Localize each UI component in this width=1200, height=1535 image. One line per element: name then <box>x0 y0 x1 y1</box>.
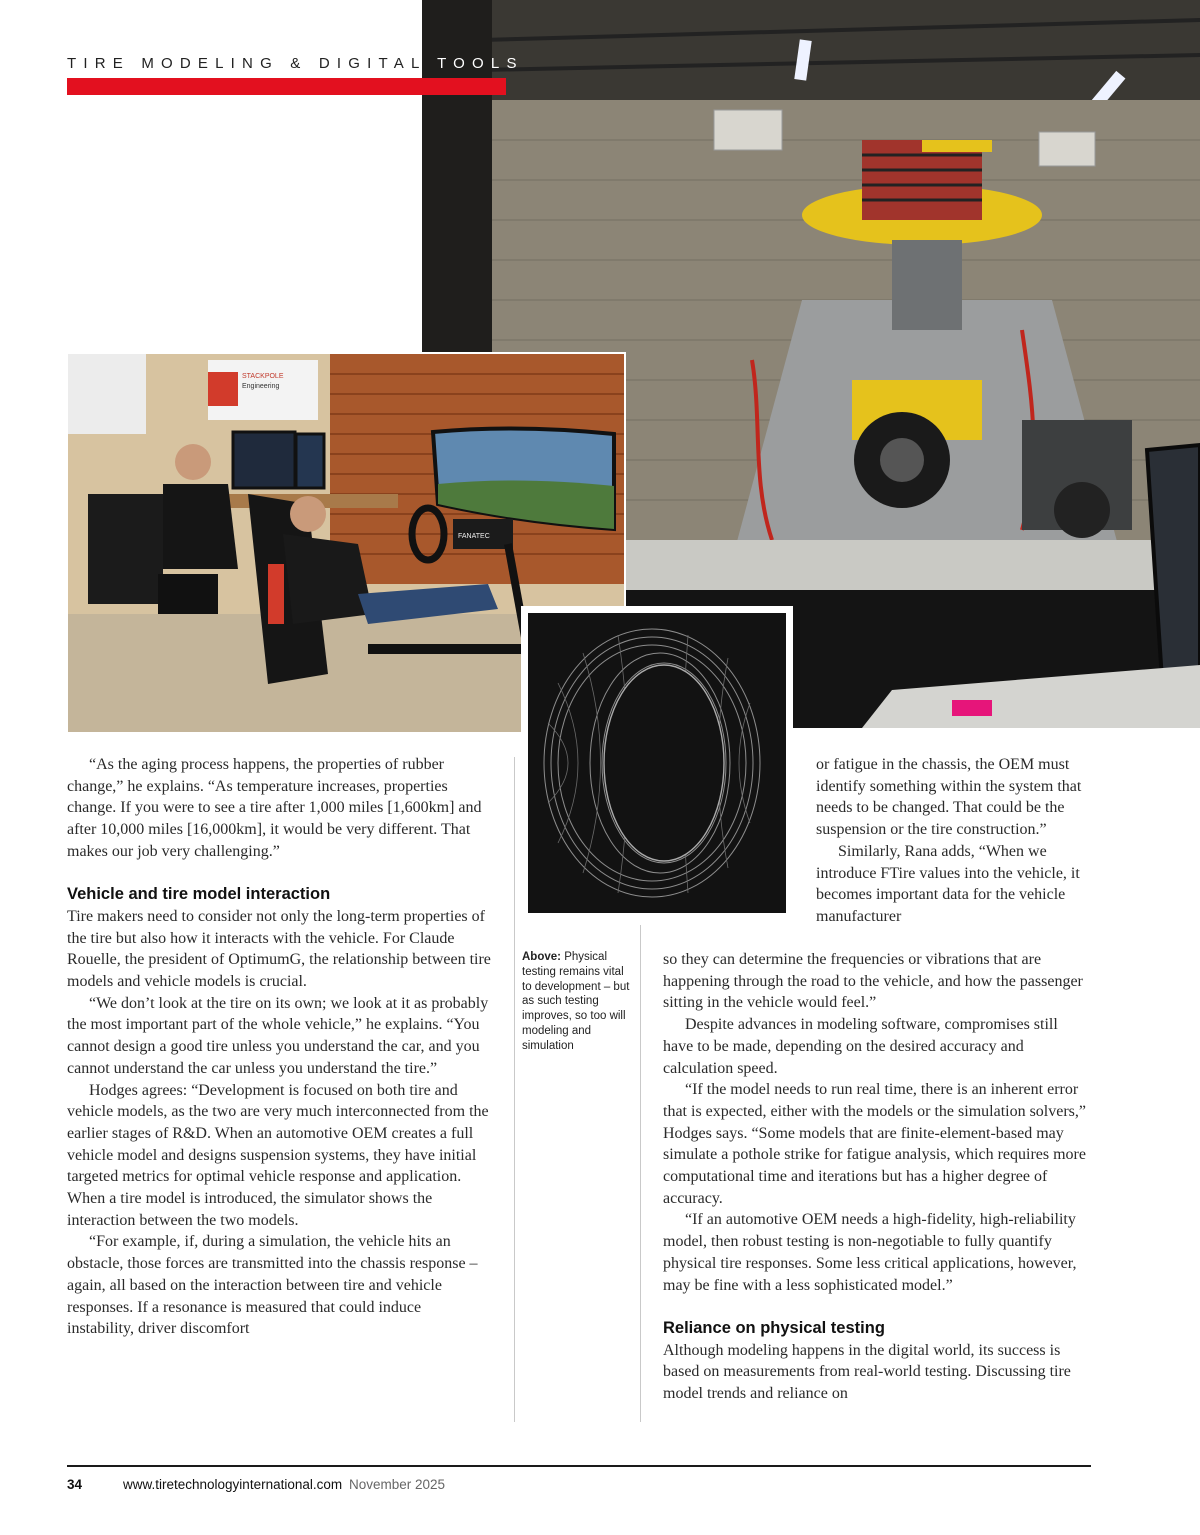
paragraph: Despite advances in modeling software, compromises still have to be made, depending on the desired accuracy and calculation speed. <box>663 1016 1058 1077</box>
wheel-brand: FANATEC <box>458 533 490 540</box>
issue-date: November 2025 <box>349 1477 446 1492</box>
paragraph: “If an automotive OEM needs a high-fidelity, high-reliability model, then robust testing is non-negotiable to fully quantify physical tire responses. Some less critical applications, however, may be fine with a less sophisticated model.” <box>663 1211 1077 1294</box>
section-label-right: TOOLS <box>437 55 524 72</box>
caption-lead: Above: <box>522 951 561 963</box>
paragraph: “We don’t look at the tire on its own; we look at it as probably the most important part of the whole vehicle,” he explains. “You cannot design a good tire unless you understand the car, and you cannot understand the car unless you understand the tire.” <box>67 994 489 1077</box>
tire-wireframe-photo <box>521 606 793 918</box>
paragraph: Although modeling happens in the digital world, its success is based on measurements from real-world testing. Discussing tire model trends and reliance on <box>663 1341 1071 1403</box>
paragraph: Similarly, Rana adds, “When we introduce FTire values into the vehicle, it becomes important data for the vehicle manufacturer <box>816 842 1080 925</box>
photo-caption <box>522 950 634 1054</box>
paragraph: so they can determine the frequencies or vibrations that are happening through the road to the vehicle, and how the passenger sitting in the vehicle would feel.” <box>663 951 1083 1012</box>
column-divider <box>640 925 641 1422</box>
paragraph: “As the aging process happens, the properties of rubber change,” he explains. “As temperature increases, properties change. If you were to see a tire after 1,000 miles [1,600km] and after 10,000 miles [16,000km], it would be very different. That makes our job very challenging.” <box>67 756 482 860</box>
caption-text: Physical testing remains vital to development – but as such testing improves, so too will modeling and simulation <box>522 951 630 1052</box>
paragraph: Hodges agrees: “Development is focused on both tire and vehicle models, as the two are very much interconnected from the earlier stages of R&D. When an automotive OEM creates a full vehicle model and designs suspension systems, they have initial targeted metrics for optimal vehicle response and application. When a tire model is introduced, the simulator shows the interaction between the two models. <box>67 1081 489 1229</box>
sign-line-1: STACKPOLE <box>242 373 284 380</box>
section-label-left: TIRE MODELING & DIGITAL <box>67 55 426 72</box>
sign-line-2: Engineering <box>242 383 280 390</box>
paragraph: “If the model needs to run real time, there is an inherent error that is expected, either with the models or the simulation solvers,” Hodges says. “Some models that are finite-element-based may simulate a pothole strike for fatigue analysis, which requires more computational time and iterations but has a higher degree of accuracy. <box>663 1081 1087 1207</box>
footer-rule <box>67 1465 1091 1467</box>
column-divider <box>514 757 515 1422</box>
subheading-vehicle-tire-interaction: Vehicle and tire model interaction <box>67 885 331 904</box>
page-number: 34 <box>67 1477 83 1492</box>
section-label <box>67 55 524 72</box>
subheading-reliance-physical-testing: Reliance on physical testing <box>663 1318 885 1337</box>
paragraph: “For example, if, during a simulation, the vehicle hits an obstacle, those forces are transmitted into the chassis response – again, all based on the interaction between tire and vehicle responses. If a resonance is measured that could induce instability, driver discomfort <box>67 1233 478 1338</box>
paragraph: Tire makers need to consider not only the long-term properties of the tire but also how it interacts with the vehicle. For Claude Rouelle, the president of OptimumG, the relationship between tire models and vehicle models is crucial. <box>67 907 491 991</box>
website-link[interactable]: www.tiretechnologyinternational.com <box>123 1477 343 1492</box>
right-column-top <box>816 754 1088 928</box>
left-column <box>67 754 491 1340</box>
section-accent-bar <box>67 78 506 95</box>
tire-wireframe-illustration <box>528 613 786 913</box>
right-column <box>663 949 1088 1405</box>
paragraph: or fatigue in the chassis, the OEM must identify something within the system that needs to be changed. That could be the suspension or the tire construction.” <box>816 756 1082 839</box>
